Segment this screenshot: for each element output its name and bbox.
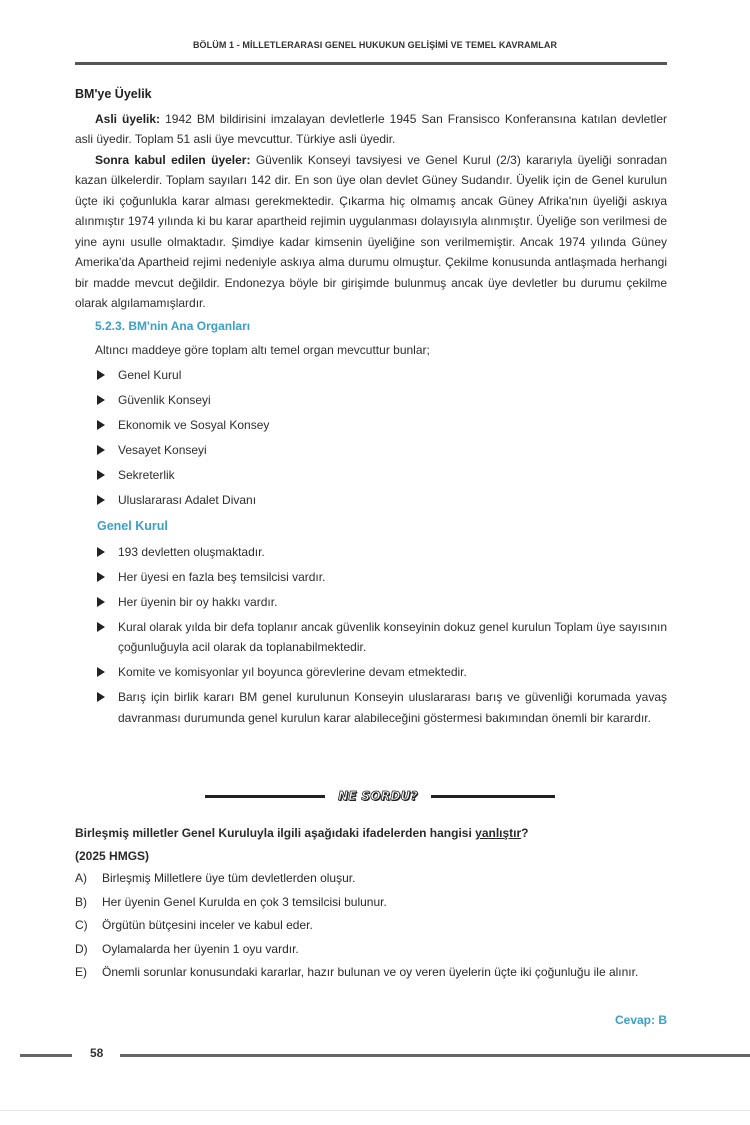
chapter-header: BÖLÜM 1 - MİLLETLERARASI GENEL HUKUKUN GELİŞİMİ VE TEMEL KAVRAMLAR xyxy=(192,40,558,50)
original-membership-text: 1942 BM bildirisini imzalayan devletlerle 1945 San Fransisco Konferansına katılan devletler asli üyedir. Toplam 51 asli üye mevcuttur. Türkiye asli üyedir. xyxy=(75,111,668,146)
organs-list xyxy=(75,365,667,511)
answer-key: Cevap: B xyxy=(614,1013,667,1027)
list-item: Barış için birlik kararı BM genel kurulunun Konseyin uluslararası barış ve güvenliği korumada yavaş davranması durumunda genel kurulun karar alabileceğini göstermesi bakımından önemli bir karardır. xyxy=(97,687,667,728)
divider-line-right xyxy=(431,795,555,798)
list-item: Vesayet Konseyi xyxy=(97,440,667,461)
footer-rule-right xyxy=(120,1054,750,1057)
triangle-bullet-icon xyxy=(97,622,105,632)
option-d: D) Oylamalarda her üyenin 1 oyu vardır. xyxy=(75,941,299,956)
question-text: Birleşmiş milletler Genel Kuruluyla ilgili aşağıdaki ifadelerden hangisi yanlıştır? xyxy=(75,826,529,840)
triangle-bullet-icon xyxy=(97,692,105,702)
triangle-bullet-icon xyxy=(97,572,105,582)
list-item: Ekonomik ve Sosyal Konsey xyxy=(97,415,667,436)
triangle-bullet-icon xyxy=(97,667,105,677)
organs-heading: 5.2.3. BM'nin Ana Organları xyxy=(95,318,251,333)
original-membership-label: Asli üyelik: xyxy=(95,111,161,126)
membership-heading: BM'ye Üyelik xyxy=(75,87,152,101)
list-item: Sekreterlik xyxy=(97,465,667,486)
general-assembly-heading: Genel Kurul xyxy=(97,519,168,533)
later-members-paragraph xyxy=(75,150,667,314)
ne-sordu-divider xyxy=(205,785,555,807)
question-source: (2025 HMGS) xyxy=(75,848,150,863)
list-item: Uluslararası Adalet Divanı xyxy=(97,490,667,511)
organs-intro: Altıncı maddeye göre toplam altı temel organ mevcuttur bunlar; xyxy=(95,343,430,357)
later-members-label: Sonra kabul edilen üyeler: xyxy=(95,152,251,167)
later-members-text: Güvenlik Konseyi tavsiyesi ve Genel Kurul (2/3) kararıyla üyeliği sonradan kazan ülkelerdir. Toplam sayıları 142 dir. En son üye olan devlet Güney Sudandır. Üyelik için de Genel kurulun üçte iki çoğunlukla karar alması gerekmektedir. Çıkarma hiç olmamış ancak Güney Afrika'nın üyeliği askıya alınmıştır 1974 yılında ki bu karar apartheid rejimin uygulanması dolayısıyla alınmıştır. Üyeliğe son verilmesi de yine aynı usulle olmaktadır. Şimdiye kadar kimsenin üyeliğine son verilmemiştir. Ancak 1974 yılında Güney Amerika'da Apartheid rejimi nedeniyle askıya alma durumu olmuştur. Çekilme konusunda antlaşmada herhangi bir madde mevcut değildir. Endonezya böyle bir girişimde bulunmuş ancak üye devletler bu durumu çekilme olarak algılamamışlardır. xyxy=(75,152,667,310)
question-emphasis: yanlıştır xyxy=(475,826,522,840)
original-membership-paragraph xyxy=(75,109,667,150)
page-content xyxy=(75,84,667,733)
triangle-bullet-icon xyxy=(97,495,105,505)
list-item: Her üyenin bir oy hakkı vardır. xyxy=(97,592,667,613)
triangle-bullet-icon xyxy=(97,547,105,557)
list-item: Komite ve komisyonlar yıl boyunca görevlerine devam etmektedir. xyxy=(97,662,667,683)
answer-options xyxy=(75,867,675,984)
list-item: Her üyesi en fazla beş temsilcisi vardır. xyxy=(97,567,667,588)
ne-sordu-logo: NE SORDU? xyxy=(338,789,418,803)
option-e: E) Önemli sorunlar konusundaki kararlar, hazır bulunan ve oy veren üyelerin üçte iki çoğunluğu ile alınır. xyxy=(75,965,639,979)
option-c: C) Örgütün bütçesini inceler ve kabul eder. xyxy=(75,918,313,932)
exam-question xyxy=(75,822,675,985)
general-assembly-list xyxy=(75,542,667,729)
header-rule xyxy=(75,62,667,65)
option-b: B) Her üyenin Genel Kurulda en çok 3 temsilcisi bulunur. xyxy=(75,894,387,909)
triangle-bullet-icon xyxy=(97,420,105,430)
triangle-bullet-icon xyxy=(97,445,105,455)
footer-rule-left xyxy=(20,1054,72,1057)
divider-line-left xyxy=(205,795,325,798)
triangle-bullet-icon xyxy=(97,370,105,380)
list-item: Genel Kurul xyxy=(97,365,667,386)
page-number: 58 xyxy=(90,1046,104,1060)
option-a: A) Birleşmiş Milletlere üye tüm devletlerden oluşur. xyxy=(75,871,356,885)
list-item: 193 devletten oluşmaktadır. xyxy=(97,542,667,563)
triangle-bullet-icon xyxy=(97,395,105,405)
list-item: Güvenlik Konseyi xyxy=(97,390,667,411)
page-edge xyxy=(0,1110,750,1111)
list-item: Kural olarak yılda bir defa toplanır ancak güvenlik konseyinin dokuz genel kurulun Toplam üye sayısının çoğunluğuyla acil olarak da toplanabilmektedir. xyxy=(97,617,667,658)
triangle-bullet-icon xyxy=(97,597,105,607)
triangle-bullet-icon xyxy=(97,470,105,480)
